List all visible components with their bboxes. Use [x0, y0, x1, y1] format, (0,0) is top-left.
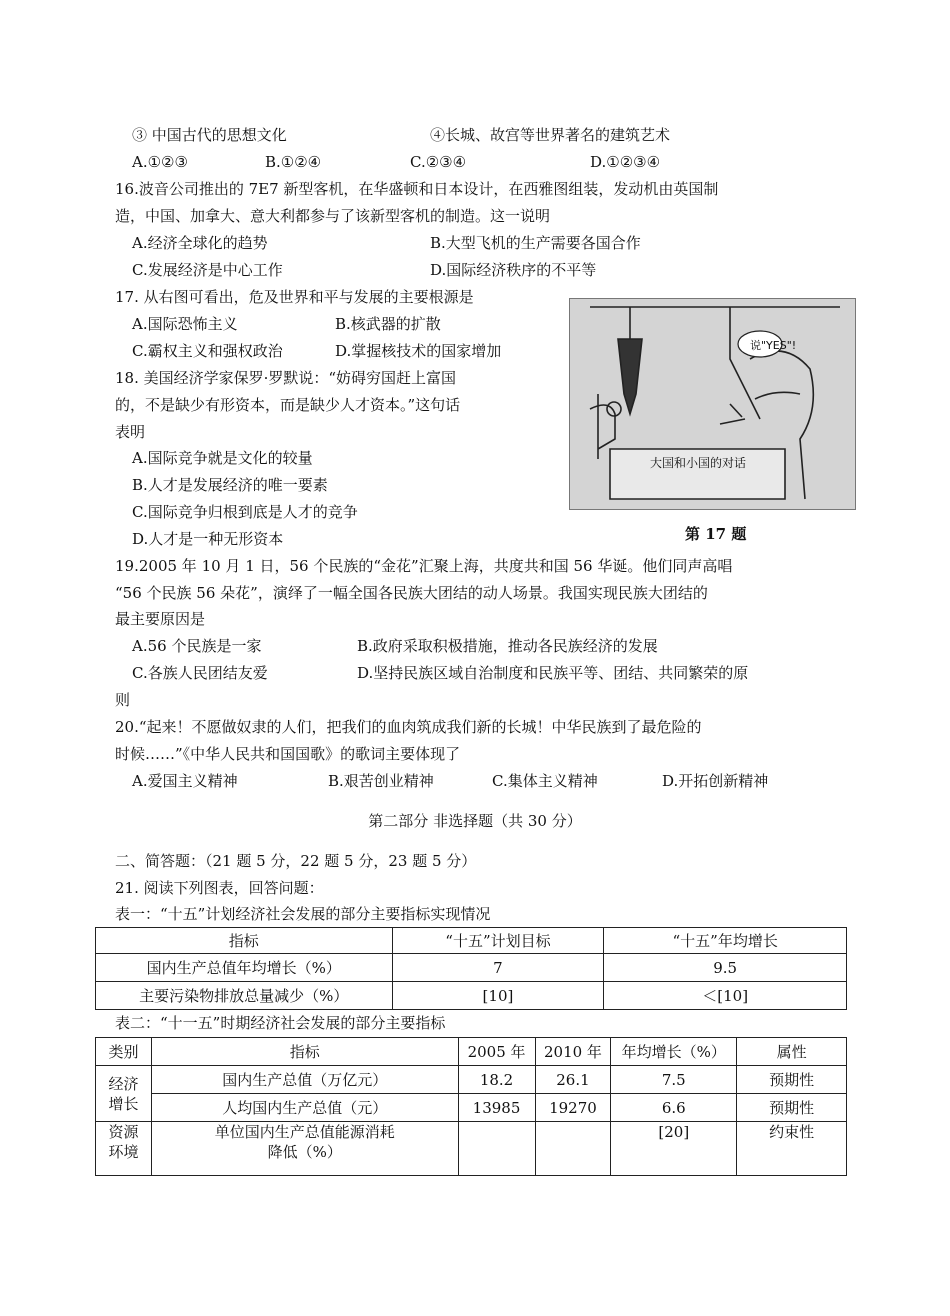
- table-1: [95, 927, 847, 1010]
- table-cell: 7.5: [611, 1066, 737, 1094]
- table-2-header: 类别: [96, 1038, 152, 1066]
- q15-option-d: D.①②③④: [590, 153, 661, 171]
- q19-option-a: A.56 个民族是一家: [132, 637, 262, 655]
- q17-option-a: A.国际恐怖主义: [132, 315, 238, 333]
- q18-option-a: A.国际竞争就是文化的较量: [132, 449, 313, 467]
- q18-option-c: C.国际竞争归根到底是人才的竞争: [132, 503, 358, 521]
- table-cell: [535, 1122, 611, 1176]
- q19-stem-line-2: “56 个民族 56 朵花”，演绎了一幅全国各民族大团结的动人场景。我国实现民族大团结的: [115, 584, 708, 602]
- q17-option-c: C.霸权主义和强权政治: [132, 342, 283, 360]
- table-2-header: 指标: [151, 1038, 458, 1066]
- q20-option-b: B.艰苦创业精神: [328, 772, 434, 790]
- q18-stem-line-1: 18. 美国经济学家保罗·罗默说：“妨碍穷国赶上富国: [115, 369, 457, 387]
- q19-option-d-tail: 则: [115, 691, 131, 709]
- table-row: [96, 954, 847, 982]
- q17-option-d: D.掌握核技术的国家增加: [335, 342, 502, 360]
- table-cell: ＜[10]: [604, 982, 847, 1010]
- q18-option-b: B.人才是发展经济的唯一要素: [132, 476, 328, 494]
- table-1-title: 表一：“十五”计划经济社会发展的部分主要指标实现情况: [115, 905, 491, 923]
- table-row: [96, 1066, 847, 1094]
- q20-option-a: A.爱国主义精神: [132, 772, 238, 790]
- table-cell: 6.6: [611, 1094, 737, 1122]
- q15-option-b: B.①②④: [265, 153, 322, 171]
- table-cell: 主要污染物排放总量减少（%）: [96, 982, 393, 1010]
- table-cell: 单位国内生产总值能源消耗降低（%）: [151, 1122, 458, 1176]
- q16-option-d: D.国际经济秩序的不平等: [430, 261, 597, 279]
- table-cell: [20]: [611, 1122, 737, 1176]
- q19-option-b: B.政府采取积极措施，推动各民族经济的发展: [357, 637, 658, 655]
- q17-cartoon: [569, 298, 856, 510]
- q17-stem: 17. 从右图可看出，危及世界和平与发展的主要根源是: [115, 288, 474, 306]
- table-cell: 预期性: [737, 1094, 847, 1122]
- q18-option-d: D.人才是一种无形资本: [132, 530, 284, 548]
- q16-stem-line-1: 16.波音公司推出的 7E7 新型客机，在华盛顿和日本设计，在西雅图组装，发动机由英国制: [115, 180, 719, 198]
- category-cell: 经济增长: [96, 1066, 152, 1122]
- table-2-header-row: [96, 1038, 847, 1066]
- q19-option-c: C.各族人民团结友爱: [132, 664, 268, 682]
- q15-item-4: ④长城、故宫等世界著名的建筑艺术: [430, 126, 671, 144]
- category-cell: 资源环境: [96, 1122, 152, 1176]
- table-row: [96, 1122, 847, 1176]
- table-cell: 人均国内生产总值（元）: [151, 1094, 458, 1122]
- table-row: [96, 982, 847, 1010]
- q17-option-b: B.核武器的扩散: [335, 315, 441, 333]
- table-cell: 预期性: [737, 1066, 847, 1094]
- table-cell: 约束性: [737, 1122, 847, 1176]
- table-2-header: 年均增长（%）: [611, 1038, 737, 1066]
- table-1-header: “十五”计划目标: [392, 928, 604, 954]
- q15-item-3: ③ 中国古代的思想文化: [132, 126, 287, 144]
- table-cell: 26.1: [535, 1066, 611, 1094]
- table-2-header: 属性: [737, 1038, 847, 1066]
- cartoon-banner-text: 大国和小国的对话: [650, 456, 747, 470]
- table-cell: 国内生产总值（万亿元）: [151, 1066, 458, 1094]
- q20-stem-line-2: 时候……”《中华人民共和国国歌》的歌词主要体现了: [115, 745, 461, 763]
- table-cell: 18.2: [458, 1066, 535, 1094]
- q16-option-b: B.大型飞机的生产需要各国合作: [430, 234, 641, 252]
- cartoon-drawing: [570, 299, 855, 509]
- q19-option-d: D.坚持民族区域自治制度和民族平等、团结、共同繁荣的原: [357, 664, 749, 682]
- table-1-header-row: [96, 928, 847, 954]
- q17-figure-caption: 第 17 题: [685, 525, 747, 543]
- table-2: [95, 1037, 847, 1176]
- q15-option-c: C.②③④: [410, 153, 467, 171]
- table-cell: [458, 1122, 535, 1176]
- q15-option-a: A.①②③: [132, 153, 188, 171]
- q21-stem: 21. 阅读下列图表，回答问题：: [115, 879, 324, 897]
- q20-option-c: C.集体主义精神: [492, 772, 598, 790]
- part-two-title: 第二部分 非选择题（共 30 分）: [368, 812, 582, 830]
- q19-stem-line-3: 最主要原因是: [115, 610, 206, 628]
- q20-option-d: D.开拓创新精神: [662, 772, 769, 790]
- q20-stem-line-1: 20.“起来！不愿做奴隶的人们，把我们的血肉筑成我们新的长城！中华民族到了最危险的: [115, 718, 702, 736]
- table-cell: 9.5: [604, 954, 847, 982]
- q19-stem-line-1: 19.2005 年 10 月 1 日，56 个民族的“金花”汇聚上海，共度共和国 56 华诞。他们同声高唱: [115, 557, 733, 575]
- q16-option-c: C.发展经济是中心工作: [132, 261, 283, 279]
- table-cell: 19270: [535, 1094, 611, 1122]
- table-2-header: 2005 年: [458, 1038, 535, 1066]
- q18-stem-line-2: 的，不是缺少有形资本，而是缺少人才资本。”这句话: [115, 396, 461, 414]
- table-2-title: 表二：“十一五”时期经济社会发展的部分主要指标: [115, 1014, 446, 1032]
- table-2-header: 2010 年: [535, 1038, 611, 1066]
- table-cell: 7: [392, 954, 604, 982]
- table-1-header: 指标: [96, 928, 393, 954]
- q16-stem-line-2: 造，中国、加拿大、意大利都参与了该新型客机的制造。这一说明: [115, 207, 551, 225]
- table-cell: 13985: [458, 1094, 535, 1122]
- cartoon-speech-text: 说"YES"!: [750, 339, 797, 352]
- q18-stem-line-3: 表明: [115, 423, 146, 441]
- table-1-header: “十五”年均增长: [604, 928, 847, 954]
- table-cell: [10]: [392, 982, 604, 1010]
- table-cell: 国内生产总值年均增长（%）: [96, 954, 393, 982]
- table-row: [96, 1094, 847, 1122]
- q16-option-a: A.经济全球化的趋势: [132, 234, 268, 252]
- short-answer-heading: 二、简答题：（21 题 5 分，22 题 5 分，23 题 5 分）: [115, 852, 477, 870]
